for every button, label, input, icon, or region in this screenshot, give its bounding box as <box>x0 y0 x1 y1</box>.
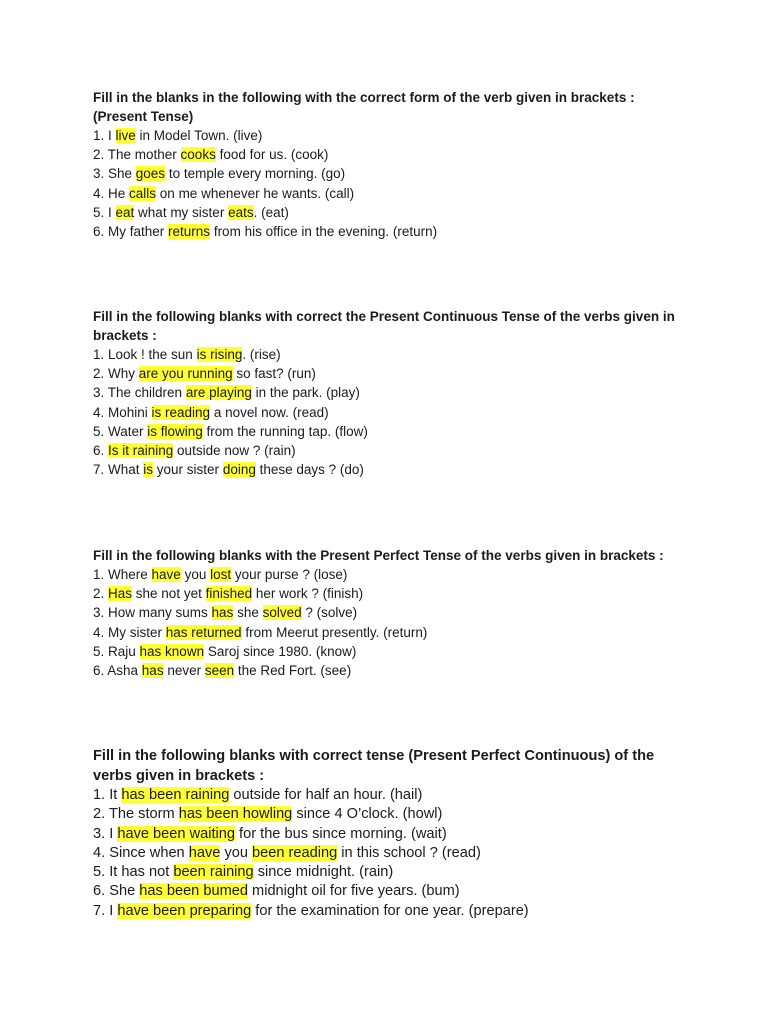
answer-highlight: been reading <box>252 844 338 861</box>
item-text: 2. The mother <box>93 147 181 163</box>
answer-highlight: is flowing <box>147 423 203 439</box>
exercise-item <box>93 441 683 460</box>
answer-highlight: been raining <box>173 864 254 881</box>
item-text: for the examination for one year. (prepare) <box>251 902 529 919</box>
answer-highlight: has returned <box>165 624 242 640</box>
exercise-item <box>93 623 683 642</box>
answer-highlight: has <box>211 605 234 621</box>
answer-highlight: is reading <box>151 404 211 420</box>
item-text: 3. How many sums <box>93 605 212 621</box>
answer-highlight: has known <box>139 643 205 659</box>
item-text: what my sister <box>134 204 229 220</box>
item-text: 5. I <box>93 204 116 220</box>
item-text: 1. I <box>93 128 116 143</box>
exercise-item <box>93 422 683 441</box>
exercise-list <box>93 126 683 241</box>
answer-highlight: has <box>141 663 164 679</box>
section-heading: Fill in the following blanks with the Present Perfect Tense of the verbs given in brackets : <box>93 548 664 563</box>
answer-highlight: seen <box>204 663 235 679</box>
item-text: in this school ? (read) <box>337 844 481 861</box>
item-text: she <box>233 605 263 621</box>
exercise-item <box>93 203 683 222</box>
item-text: 1. Look ! the sun <box>93 347 197 362</box>
exercise-item <box>93 460 683 479</box>
exercise-list <box>93 345 683 479</box>
exercise-item <box>93 126 683 145</box>
item-text: 3. I <box>93 825 118 842</box>
item-text: from Meerut presently. (return) <box>241 624 428 640</box>
item-text: 4. He <box>93 185 130 201</box>
answer-highlight: finished <box>205 586 253 602</box>
answer-highlight: have been preparing <box>117 902 252 919</box>
item-text: outside now ? (rain) <box>173 443 296 459</box>
item-text: 7. What <box>93 462 144 478</box>
exercise-item <box>93 383 683 402</box>
exercise-item <box>93 164 683 183</box>
answer-highlight: is rising <box>196 347 243 362</box>
answer-highlight: returns <box>168 224 211 240</box>
item-text: ? (solve) <box>301 605 358 621</box>
exercise-item <box>93 863 683 882</box>
item-text: you <box>180 567 211 582</box>
item-text: midnight oil for five years. (bum) <box>247 883 460 900</box>
item-text: 4. Mohini <box>93 404 152 420</box>
item-text: the Red Fort. (see) <box>234 663 352 679</box>
answer-highlight: Is it raining <box>108 443 174 459</box>
exercise-item <box>93 184 683 203</box>
item-text: in the park. (play) <box>251 385 360 401</box>
exercise-item <box>93 222 683 241</box>
answer-highlight: cooks <box>180 147 216 163</box>
item-text: she not yet <box>132 586 206 602</box>
exercise-item <box>93 364 683 383</box>
item-text: you <box>220 844 253 861</box>
item-text: 2. <box>93 586 109 602</box>
item-text: your purse ? (lose) <box>231 567 348 582</box>
item-text: never <box>163 663 205 679</box>
exercise-item <box>93 844 683 863</box>
answer-highlight: calls <box>129 185 157 201</box>
exercise-item <box>93 882 683 901</box>
exercise-list <box>93 786 683 921</box>
exercise-list <box>93 565 683 680</box>
item-text: food for us. (cook) <box>215 147 329 163</box>
item-text: 1. It <box>93 787 122 803</box>
exercise-item <box>93 603 683 622</box>
item-text: 4. Since when <box>93 844 189 861</box>
exercise-item <box>93 902 683 921</box>
answer-highlight: have been waiting <box>117 825 235 842</box>
exercise-item <box>93 825 683 844</box>
section-present-perfect <box>93 546 683 680</box>
answer-highlight: is <box>143 462 154 478</box>
answer-highlight: are you running <box>138 366 233 382</box>
section-heading: Fill in the following blanks with correct the Present Continuous Tense of the verbs given in brackets : <box>93 309 675 343</box>
answer-highlight: eat <box>115 204 135 220</box>
answer-highlight: has been bumed <box>139 883 248 900</box>
answer-highlight: lost <box>210 567 232 582</box>
item-text: 3. The children <box>93 385 186 401</box>
item-text: 4. My sister <box>93 624 166 640</box>
item-text: outside for half an hour. (hail) <box>229 787 423 803</box>
exercise-item <box>93 642 683 661</box>
item-text: from his office in the evening. (return) <box>210 224 438 240</box>
answer-highlight: goes <box>135 166 166 182</box>
item-text: to temple every morning. (go) <box>165 166 346 182</box>
item-text: a novel now. (read) <box>210 404 329 420</box>
item-text: 5. Raju <box>93 643 140 659</box>
item-text: from the running tap. (flow) <box>202 423 368 439</box>
answer-highlight: eats <box>228 204 254 220</box>
item-text: 6. She <box>93 883 140 900</box>
item-text: your sister <box>153 462 223 478</box>
item-text: these days ? (do) <box>255 462 364 478</box>
section-heading: Fill in the blanks in the following with the correct form of the verb given in brackets : (Present Tense) <box>93 90 635 124</box>
answer-highlight: have <box>151 567 181 582</box>
answer-highlight: are playing <box>185 385 252 401</box>
item-text: 2. Why <box>93 366 139 382</box>
item-text: 5. It has not <box>93 864 174 881</box>
item-text: 1. Where <box>93 567 152 582</box>
section-present-perfect-continuous <box>93 747 683 921</box>
answer-highlight: has been howling <box>178 806 293 823</box>
item-text: 2. The storm <box>93 806 179 823</box>
exercise-item <box>93 805 683 824</box>
item-text: Saroj since 1980. (know) <box>204 643 357 659</box>
exercise-item <box>93 403 683 422</box>
answer-highlight: Has <box>108 586 133 602</box>
section-heading: Fill in the following blanks with correct tense (Present Perfect Continuous) of the verbs given in brackets : <box>93 748 655 784</box>
item-text: 7. I <box>93 902 118 919</box>
item-text: . (rise) <box>242 347 281 362</box>
section-present-tense <box>93 88 683 241</box>
item-text: on me whenever he wants. (call) <box>156 185 355 201</box>
item-text: . (eat) <box>253 204 289 220</box>
answer-highlight: solved <box>262 605 302 621</box>
answer-highlight: live <box>115 128 136 143</box>
exercise-item <box>93 786 683 805</box>
item-text: 5. Water <box>93 423 148 439</box>
item-text: for the bus since morning. (wait) <box>235 825 447 842</box>
item-text: since 4 O’clock. (howl) <box>292 806 443 823</box>
exercise-item <box>93 565 683 584</box>
answer-highlight: have <box>188 844 221 861</box>
section-present-continuous <box>93 307 683 479</box>
exercise-item <box>93 345 683 364</box>
answer-highlight: doing <box>222 462 256 478</box>
item-text: her work ? (finish) <box>252 586 364 602</box>
exercise-item <box>93 584 683 603</box>
item-text: since midnight. (rain) <box>253 864 394 881</box>
item-text: 3. She <box>93 166 136 182</box>
item-text: 6. <box>93 443 109 459</box>
exercise-item <box>93 661 683 680</box>
item-text: so fast? (run) <box>232 366 316 382</box>
answer-highlight: has been raining <box>121 787 230 803</box>
item-text: 6. Asha <box>93 663 142 679</box>
exercise-item <box>93 145 683 164</box>
item-text: in Model Town. (live) <box>135 128 263 143</box>
item-text: 6. My father <box>93 224 169 240</box>
